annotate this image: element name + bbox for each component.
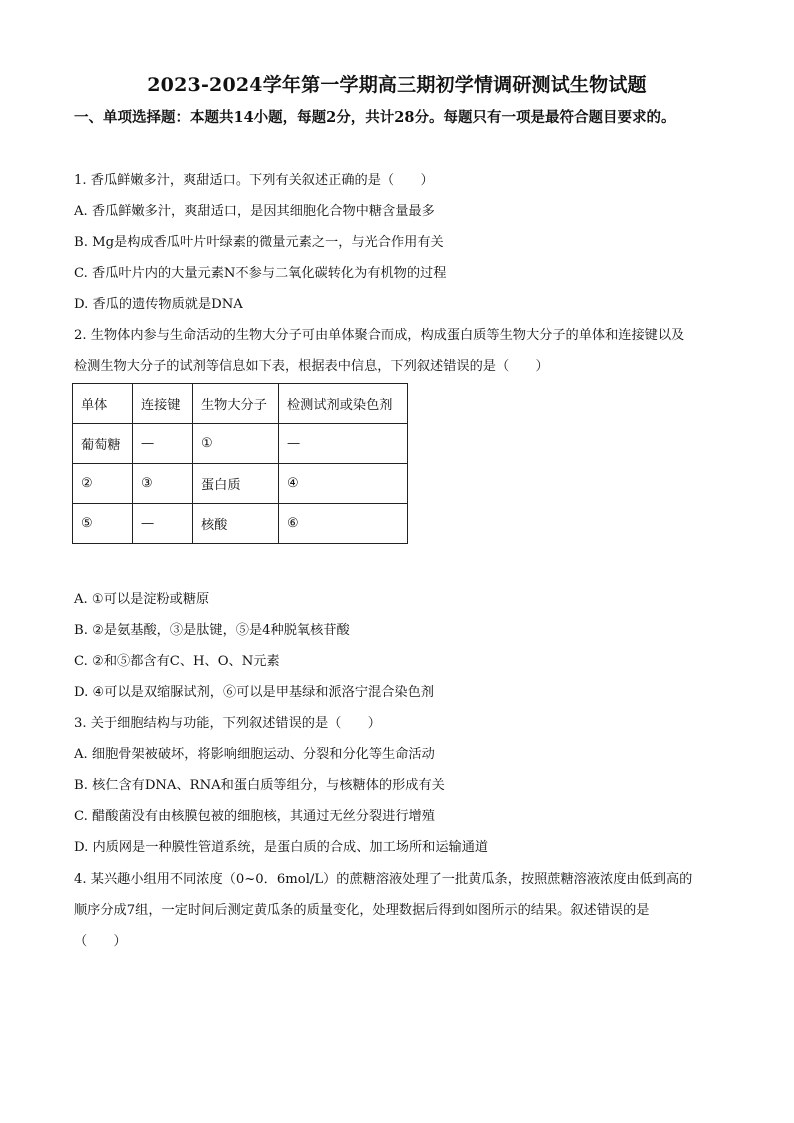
question-2-stem-line-2: 检测生物大分子的试剂等信息如下表，根据表中信息，下列叙述错误的是（ ） xyxy=(74,359,549,374)
question-2-option-d: D. ④可以是双缩脲试剂，⑥可以是甲基绿和派洛宁混合染色剂 xyxy=(74,685,434,700)
question-3-option-d: D. 内质网是一种膜性管道系统，是蛋白质的合成、加工场所和运输通道 xyxy=(74,840,489,855)
question-2-stem-line-1: 2. 生物体内参与生命活动的生物大分子可由单体聚合而成，构成蛋白质等生物大分子的单体和连接键以及 xyxy=(74,328,685,343)
table-cell: — xyxy=(133,504,193,544)
question-3-option-b: B. 核仁含有DNA、RNA和蛋白质等组分，与核糖体的形成有关 xyxy=(74,778,445,793)
table-cell: 葡萄糖 xyxy=(73,424,133,464)
question-1-stem: 1. 香瓜鲜嫩多汁，爽甜适口。下列有关叙述正确的是（ ） xyxy=(74,173,434,188)
question-4-stem-line-2: 顺序分成7组，一定时间后测定黄瓜条的质量变化，处理数据后得到如图所示的结果。叙述错误的是 xyxy=(74,903,650,918)
question-2-option-c: C. ②和⑤都含有C、H、O、N元素 xyxy=(74,654,280,669)
table-cell: — xyxy=(279,424,408,464)
table-cell: — xyxy=(133,424,193,464)
table-row xyxy=(73,504,408,544)
table-cell: ⑤ xyxy=(73,504,133,544)
question-3-stem: 3. 关于细胞结构与功能，下列叙述错误的是（ ） xyxy=(74,716,381,731)
page-title: 2023-2024学年第一学期高三期初学情调研测试生物试题 xyxy=(147,74,647,96)
table-header-row xyxy=(73,384,408,424)
question-3-option-c: C. 醋酸菌没有由核膜包被的细胞核，其通过无丝分裂进行增殖 xyxy=(74,809,435,824)
question-1-option-a: A. 香瓜鲜嫩多汁，爽甜适口，是因其细胞化合物中糖含量最多 xyxy=(74,204,435,219)
info-table xyxy=(72,383,408,544)
question-2-option-b: B. ②是氨基酸，③是肽键，⑤是4种脱氧核苷酸 xyxy=(74,623,350,638)
question-2-option-a: A. ①可以是淀粉或糖原 xyxy=(74,592,210,607)
table-row xyxy=(73,464,408,504)
question-1-option-d: D. 香瓜的遗传物质就是DNA xyxy=(74,297,243,312)
table-header-cell: 生物大分子 xyxy=(193,384,279,424)
question-3-option-a: A. 细胞骨架被破坏，将影响细胞运动、分裂和分化等生命活动 xyxy=(74,747,435,762)
table-cell: ② xyxy=(73,464,133,504)
question-1-option-b: B. Mg是构成香瓜叶片叶绿素的微量元素之一，与光合作用有关 xyxy=(74,235,444,250)
table-header-cell: 连接键 xyxy=(133,384,193,424)
question-1-option-c: C. 香瓜叶片内的大量元素N不参与二氧化碳转化为有机物的过程 xyxy=(74,266,447,281)
table-cell: ① xyxy=(193,424,279,464)
table-cell: 蛋白质 xyxy=(193,464,279,504)
section-heading: 一、单项选择题：本题共14小题，每题2分，共计28分。每题只有一项是最符合题目要求的。 xyxy=(74,109,676,126)
table-header-cell: 检测试剂或染色剂 xyxy=(279,384,408,424)
table-cell: 核酸 xyxy=(193,504,279,544)
question-4-stem-line-1: 4. 某兴趣小组用不同浓度（0~0．6mol/L）的蔗糖溶液处理了一批黄瓜条，按照蔗糖溶液浓度由低到高的 xyxy=(74,872,693,887)
table-cell: ⑥ xyxy=(279,504,408,544)
table-header-cell: 单体 xyxy=(73,384,133,424)
table-cell: ③ xyxy=(133,464,193,504)
table-cell: ④ xyxy=(279,464,408,504)
table-row xyxy=(73,424,408,464)
question-4-stem-line-3: （ ） xyxy=(74,934,127,949)
